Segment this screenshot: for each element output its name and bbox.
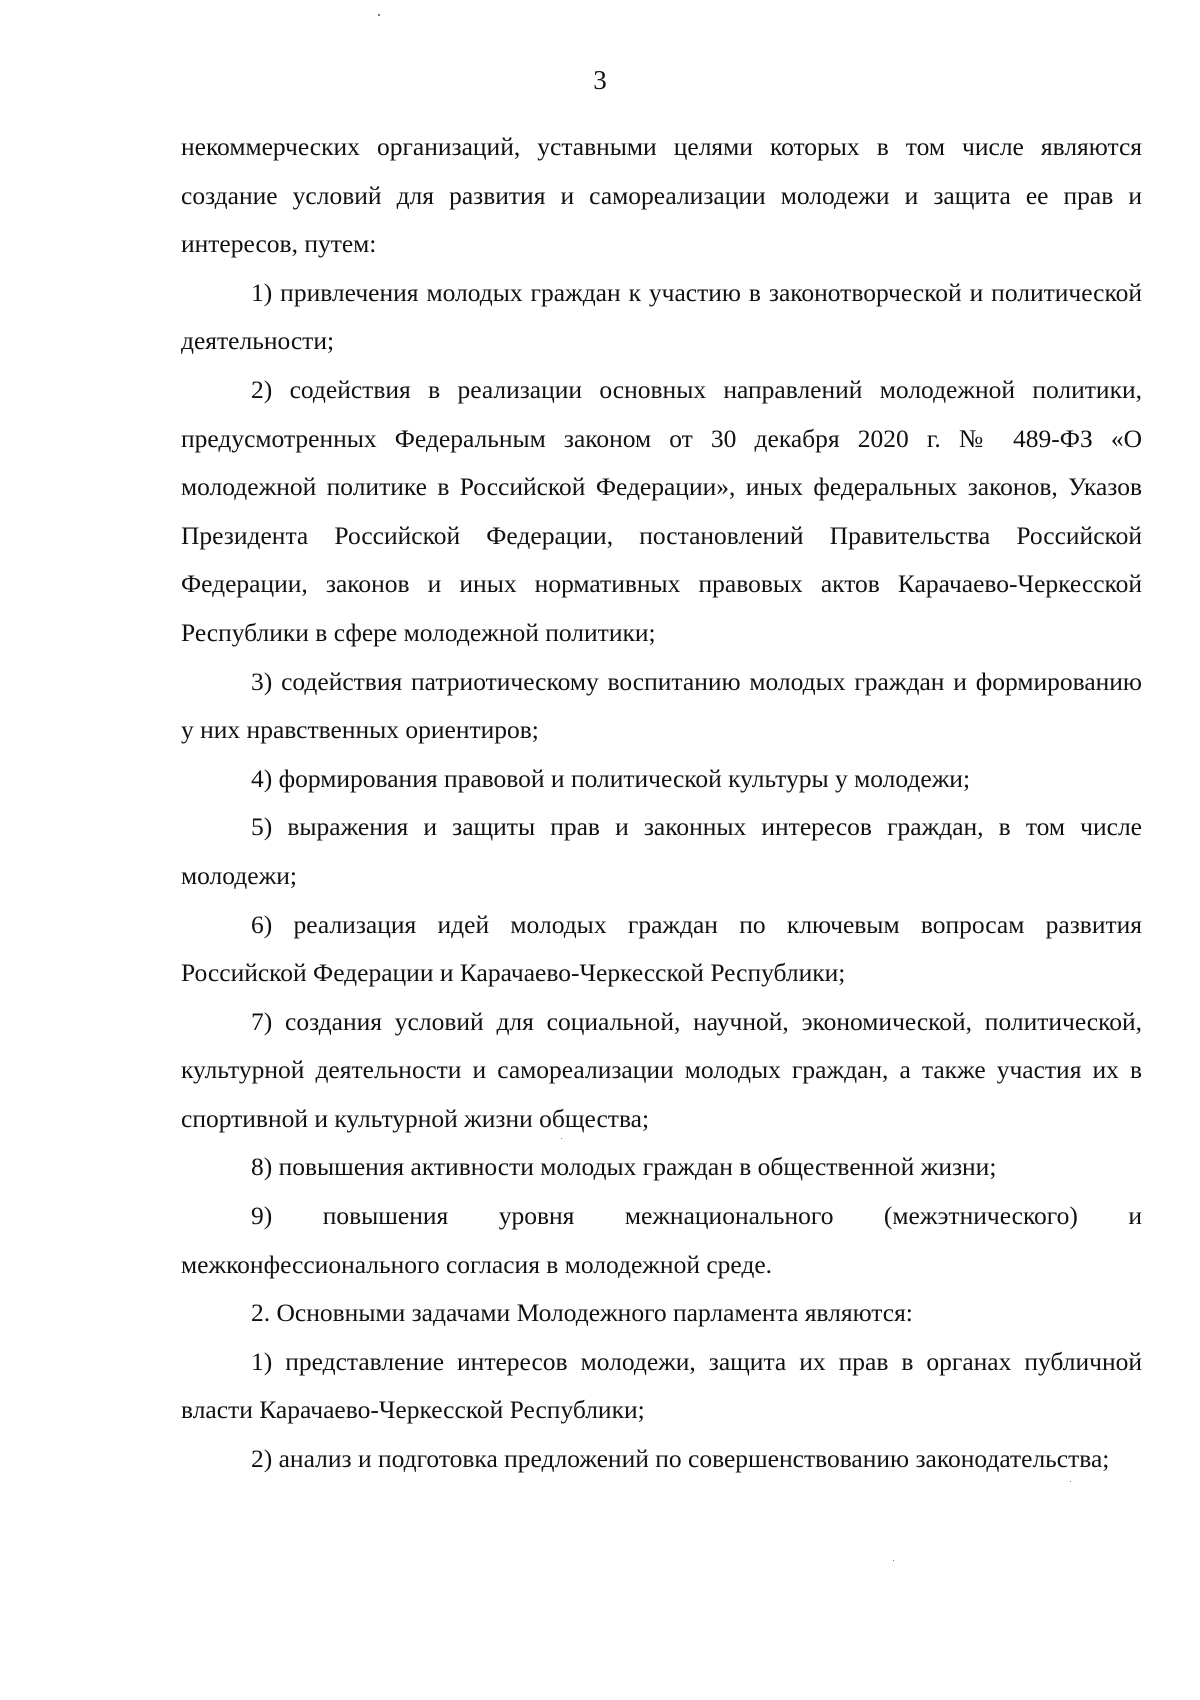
page-number: 3	[593, 65, 607, 95]
scan-speck	[561, 1138, 562, 1139]
paragraph-continuation: некоммерческих организаций, уставными целями которых в том числе являются создание условий для развития и самореализации молодежи и защита ее прав и интересов, путем:	[181, 132, 1142, 259]
document-body	[181, 123, 1142, 1484]
list-item-3: 3) содействия патриотическому воспитанию молодых граждан и формированию у них нравственных ориентиров;	[181, 666, 1142, 745]
list-item-5: 5) выражения и защиты прав и законных интересов граждан, в том числе молодежи;	[181, 812, 1142, 890]
list-item-2: 2) содействия в реализации основных направлений молодежной политики, предусмотренных Федеральным законом от 30 декабря 2020 г. № 489-ФЗ «О молодежной политике в Российской Федерации», иных федеральных законов, Указов Президента Российской Федерации, постановлений Правительства Российской Федерации, законов и иных нормативных правовых актов Карачаево-Черкесской Республики в сфере молодежной политики;	[181, 374, 1142, 647]
scan-speck	[378, 14, 380, 16]
list-item-9: 9) повышения уровня межнационального (межэтнического) и межконфессионального согласия в молодежной среде.	[181, 1201, 1142, 1279]
section-2-heading: 2. Основными задачами Молодежного парламента являются:	[251, 1298, 913, 1328]
task-item-1: 1) представление интересов молодежи, защита их прав в органах публичной власти Карачаево-Черкесской Республики;	[181, 1346, 1142, 1425]
scan-speck	[1070, 1481, 1071, 1482]
list-item-7: 7) создания условий для социальной, научной, экономической, политической, культурной деятельности и самореализации молодых граждан, а также участия их в спортивной и культурной жизни общества;	[181, 1006, 1142, 1133]
list-item-8: 8) повышения активности молодых граждан в общественной жизни;	[251, 1152, 997, 1182]
list-item-6: 6) реализация идей молодых граждан по ключевым вопросам развития Российской Федерации и Карачаево-Черкесской Республики;	[181, 909, 1142, 988]
task-item-2: 2) анализ и подготовка предложений по совершенствованию законодательства;	[251, 1444, 1110, 1474]
list-item-4: 4) формирования правовой и политической культуры у молодежи;	[251, 763, 971, 793]
scan-speck	[893, 1560, 894, 1561]
list-item-1: 1) привлечения молодых граждан к участию в законотворческой и политической деятельности;	[181, 277, 1142, 356]
